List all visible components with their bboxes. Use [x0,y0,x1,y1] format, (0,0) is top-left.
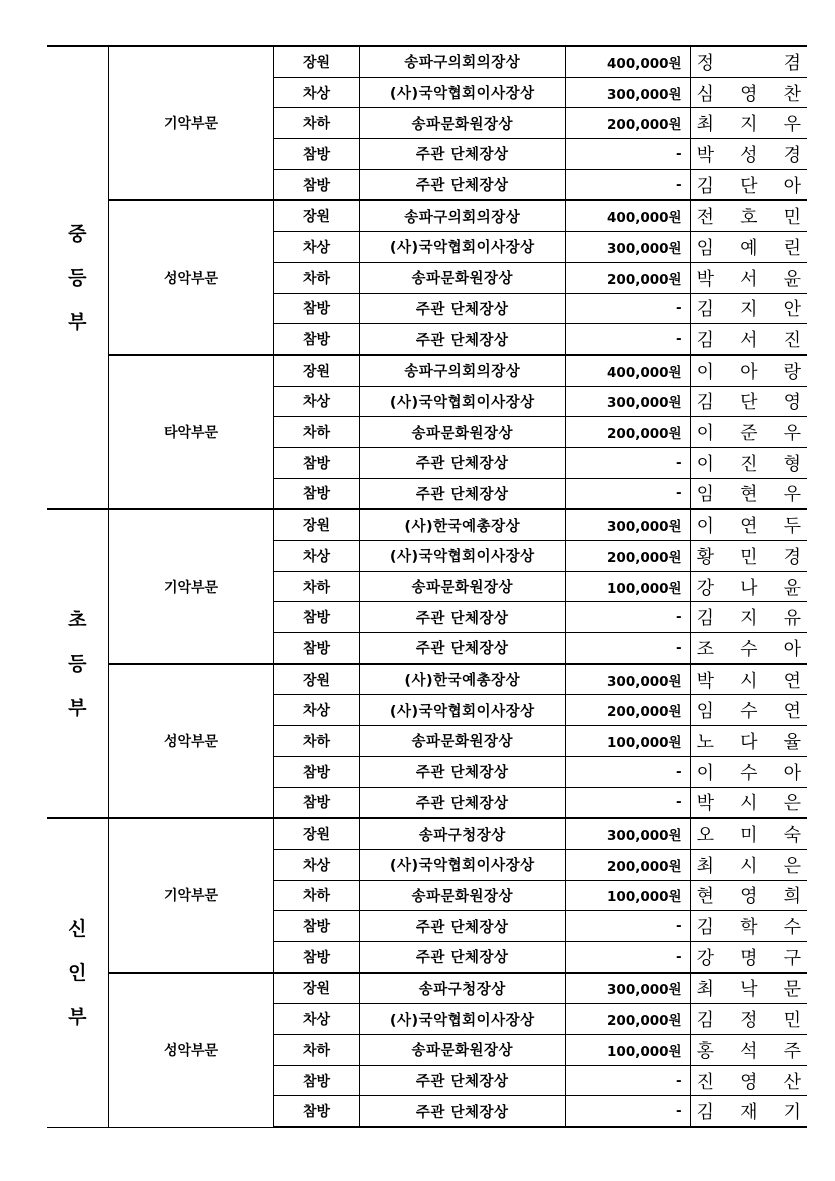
winner-name-cell-text: 현 영 희 [696,886,801,908]
rank-cell: 참방 [274,169,359,200]
winner-name-cell [690,386,807,417]
rank-cell: 참방 [274,139,359,170]
rank-cell: 참방 [274,633,359,664]
division-label-char: 부 [68,696,87,719]
winner-name-cell-text: 강 명 구 [696,947,801,969]
winner-name-cell [690,77,807,108]
rank-cell: 참방 [274,911,359,942]
award-cell: 주관 단체장상 [359,787,565,818]
prize-cell: - [565,139,690,170]
winner-name-cell [690,355,807,386]
winner-name-cell [690,139,807,170]
award-cell: 주관 단체장상 [359,911,565,942]
prize-cell: 400,000원 [565,46,690,77]
winner-name-cell [690,509,807,540]
winner-name-cell-text: 이 준 우 [696,423,801,445]
rank-cell: 장원 [274,355,359,386]
award-cell: 주관 단체장상 [359,1096,565,1127]
division-label-char: 부 [68,310,87,333]
section-name: 기악부문 [108,509,274,663]
award-cell: 송파구청장상 [359,973,565,1004]
rank-cell: 장원 [274,46,359,77]
prize-cell: 200,000원 [565,849,690,880]
prize-cell: 100,000원 [565,1035,690,1066]
award-cell: 주관 단체장상 [359,1065,565,1096]
prize-cell: - [565,478,690,509]
prize-cell: - [565,756,690,787]
prize-cell: - [565,602,690,633]
table-row [47,200,807,231]
award-cell: (사)국악협회이사장상 [359,849,565,880]
winner-name-cell-text: 최 낙 문 [696,979,801,1001]
table-row [47,664,807,695]
division-label [47,509,108,818]
winner-name-cell [690,571,807,602]
prize-cell: 100,000원 [565,880,690,911]
prize-cell: 200,000원 [565,417,690,448]
table-row [47,509,807,540]
rank-cell: 차상 [274,77,359,108]
award-cell: 주관 단체장상 [359,941,565,972]
winner-name-cell-text: 김 정 민 [696,1010,801,1032]
division-label-char: 등 [68,266,87,289]
winner-name-cell-text: 조 수 아 [696,638,801,660]
prize-cell: 100,000원 [565,571,690,602]
winner-name-cell-text: 김 지 안 [696,299,801,321]
award-cell: (사)국악협회이사장상 [359,386,565,417]
division-label-char: 인 [68,961,87,984]
prize-cell: - [565,787,690,818]
section-name: 기악부문 [108,818,274,972]
winner-name-cell [690,324,807,355]
prize-cell: 300,000원 [565,509,690,540]
award-cell: 송파구의회의장상 [359,200,565,231]
section-name: 성악부문 [108,973,274,1127]
winner-name-cell [690,1096,807,1127]
division-label-char: 초 [68,608,87,631]
prize-cell: - [565,633,690,664]
prize-cell: - [565,1065,690,1096]
winner-name-cell [690,756,807,787]
award-cell: 주관 단체장상 [359,447,565,478]
winner-name-cell [690,849,807,880]
winner-name-cell-text: 박 성 경 [696,144,801,166]
section-name: 성악부문 [108,200,274,354]
winner-name-cell-text: 박 시 은 [696,793,801,815]
award-cell: (사)국악협회이사장상 [359,541,565,572]
winner-name-cell-text: 이 아 랑 [696,361,801,383]
rank-cell: 참방 [274,324,359,355]
winner-name-cell [690,1065,807,1096]
winner-name-cell-text: 오 미 숙 [696,825,801,847]
winner-name-cell-text: 김 학 수 [696,917,801,939]
rank-cell: 차상 [274,386,359,417]
winner-name-cell [690,262,807,293]
award-cell: 송파문화원장상 [359,417,565,448]
award-cell: 송파문화원장상 [359,571,565,602]
prize-cell: - [565,941,690,972]
award-cell: 송파구의회의장상 [359,46,565,77]
division-label-char: 등 [68,652,87,675]
rank-cell: 장원 [274,664,359,695]
section-name: 기악부문 [108,46,274,200]
winner-name-cell-text: 이 진 형 [696,453,801,475]
winner-name-cell [690,200,807,231]
rank-cell: 차하 [274,417,359,448]
winner-name-cell [690,541,807,572]
prize-cell: 200,000원 [565,695,690,726]
prize-cell: 200,000원 [565,262,690,293]
prize-cell: 200,000원 [565,108,690,139]
winner-name-cell [690,169,807,200]
rank-cell: 참방 [274,1096,359,1127]
winner-name-cell [690,973,807,1004]
prize-cell: 200,000원 [565,1004,690,1035]
award-cell: 송파구의회의장상 [359,355,565,386]
section-name: 성악부문 [108,664,274,818]
winner-name-cell-text: 정 겸 [696,52,801,74]
winner-name-cell [690,232,807,263]
table-row [47,973,807,1004]
award-cell: (사)국악협회이사장상 [359,232,565,263]
winner-name-cell-text: 노 다 율 [696,731,801,753]
winner-name-cell [690,1004,807,1035]
winner-name-cell [690,478,807,509]
award-cell: (사)한국예총장상 [359,509,565,540]
winner-name-cell [690,633,807,664]
prize-cell: - [565,169,690,200]
winner-name-cell-text: 강 나 윤 [696,577,801,599]
winner-name-cell [690,818,807,849]
division-label-char: 부 [68,1005,87,1028]
winner-name-cell-text: 임 수 연 [696,701,801,723]
division-label [47,818,108,1127]
prize-cell: - [565,324,690,355]
rank-cell: 참방 [274,941,359,972]
table-row [47,46,807,77]
award-results-body [47,46,807,1127]
winner-name-cell-text: 진 영 산 [696,1071,801,1093]
prize-cell: - [565,911,690,942]
winner-name-cell-text: 김 서 진 [696,330,801,352]
award-cell: (사)국악협회이사장상 [359,77,565,108]
rank-cell: 참방 [274,293,359,324]
winner-name-cell-text: 전 호 민 [696,207,801,229]
award-cell: (사)국악협회이사장상 [359,695,565,726]
rank-cell: 차상 [274,695,359,726]
prize-cell: - [565,1096,690,1127]
award-cell: 송파구청장상 [359,818,565,849]
prize-cell: 400,000원 [565,200,690,231]
rank-cell: 참방 [274,602,359,633]
award-cell: 주관 단체장상 [359,169,565,200]
prize-cell: - [565,293,690,324]
rank-cell: 참방 [274,787,359,818]
winner-name-cell [690,664,807,695]
division-label-char: 신 [68,917,87,940]
award-cell: (사)국악협회이사장상 [359,1004,565,1035]
award-cell: 송파문화원장상 [359,726,565,757]
winner-name-cell [690,695,807,726]
rank-cell: 장원 [274,200,359,231]
prize-cell: 300,000원 [565,77,690,108]
winner-name-cell [690,602,807,633]
rank-cell: 차상 [274,232,359,263]
winner-name-cell-text: 이 수 아 [696,762,801,784]
winner-name-cell [690,46,807,77]
winner-name-cell [690,941,807,972]
winner-name-cell-text: 김 재 기 [696,1102,801,1124]
division-label [47,46,108,509]
award-cell: 주관 단체장상 [359,139,565,170]
prize-cell: 300,000원 [565,386,690,417]
award-cell: 주관 단체장상 [359,756,565,787]
award-results-table [47,45,807,1128]
division-label-char: 중 [68,222,87,245]
award-cell: 송파문화원장상 [359,880,565,911]
prize-cell: 300,000원 [565,232,690,263]
winner-name-cell [690,1035,807,1066]
prize-cell: 300,000원 [565,664,690,695]
rank-cell: 차하 [274,571,359,602]
winner-name-cell [690,108,807,139]
winner-name-cell [690,787,807,818]
award-cell: 송파문화원장상 [359,262,565,293]
rank-cell: 차하 [274,262,359,293]
prize-cell: 300,000원 [565,818,690,849]
winner-name-cell-text: 홍 석 주 [696,1040,801,1062]
rank-cell: 차상 [274,1004,359,1035]
rank-cell: 참방 [274,478,359,509]
rank-cell: 장원 [274,818,359,849]
table-row [47,355,807,386]
prize-cell: - [565,447,690,478]
winner-name-cell [690,417,807,448]
winner-name-cell [690,447,807,478]
award-cell: 주관 단체장상 [359,478,565,509]
rank-cell: 참방 [274,1065,359,1096]
award-cell: 송파문화원장상 [359,1035,565,1066]
section-name: 타악부문 [108,355,274,509]
award-cell: 주관 단체장상 [359,602,565,633]
prize-cell: 100,000원 [565,726,690,757]
winner-name-cell-text: 임 현 우 [696,484,801,506]
winner-name-cell [690,726,807,757]
winner-name-cell-text: 최 지 우 [696,114,801,136]
winner-name-cell-text: 황 민 경 [696,546,801,568]
prize-cell: 300,000원 [565,973,690,1004]
winner-name-cell-text: 김 단 영 [696,392,801,414]
rank-cell: 차하 [274,1035,359,1066]
award-cell: (사)한국예총장상 [359,664,565,695]
winner-name-cell-text: 임 예 린 [696,237,801,259]
winner-name-cell [690,880,807,911]
award-cell: 주관 단체장상 [359,324,565,355]
rank-cell: 차하 [274,726,359,757]
rank-cell: 장원 [274,509,359,540]
rank-cell: 참방 [274,756,359,787]
rank-cell: 차하 [274,880,359,911]
prize-cell: 200,000원 [565,541,690,572]
winner-name-cell [690,293,807,324]
winner-name-cell-text: 박 서 윤 [696,268,801,290]
award-cell: 주관 단체장상 [359,633,565,664]
winner-name-cell-text: 김 지 유 [696,608,801,630]
winner-name-cell-text: 최 시 은 [696,855,801,877]
winner-name-cell-text: 김 단 아 [696,175,801,197]
rank-cell: 장원 [274,973,359,1004]
award-cell: 주관 단체장상 [359,293,565,324]
table-row [47,818,807,849]
rank-cell: 차하 [274,108,359,139]
rank-cell: 차상 [274,849,359,880]
rank-cell: 차상 [274,541,359,572]
winner-name-cell-text: 박 시 연 [696,670,801,692]
winner-name-cell-text: 심 영 찬 [696,83,801,105]
winner-name-cell [690,911,807,942]
prize-cell: 400,000원 [565,355,690,386]
winner-name-cell-text: 이 연 두 [696,516,801,538]
award-cell: 송파문화원장상 [359,108,565,139]
rank-cell: 참방 [274,447,359,478]
